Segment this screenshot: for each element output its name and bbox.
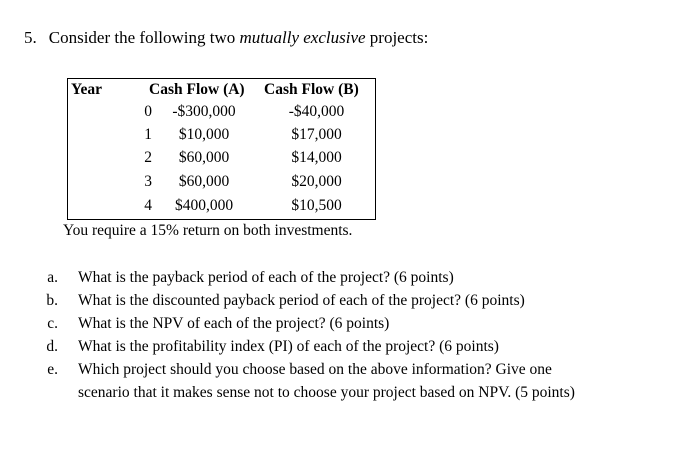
header-cash-flow-a: Cash Flow (A) (149, 81, 245, 98)
question-text-end: projects: (369, 28, 429, 47)
part-text: What is the payback period of each of the project? (6 points) (78, 269, 454, 286)
cash-flow-b-cell: $14,000 (291, 149, 342, 166)
cash-flow-b-cell: -$40,000 (288, 103, 345, 120)
cash-flow-b-cell: $10,500 (291, 197, 342, 214)
cash-flow-a-cell: $60,000 (178, 173, 230, 190)
question-part-d (44, 335, 575, 358)
header-year: Year (71, 81, 102, 98)
required-return-note: You require a 15% return on both investments. (63, 222, 353, 239)
question-number: 5. (24, 28, 37, 47)
year-cell: 3 (144, 173, 152, 190)
table-row (68, 124, 375, 146)
table-header-row (68, 79, 375, 101)
question-part-e (44, 358, 575, 404)
question-heading (24, 28, 428, 48)
cash-flow-table (67, 78, 376, 220)
year-cell: 0 (144, 103, 152, 120)
part-text: What is the discounted payback period of each of the project? (6 points) (78, 292, 525, 309)
header-cash-flow-b: Cash Flow (B) (264, 81, 359, 98)
question-text-emphasis: mutually exclusive (239, 28, 366, 47)
year-cell: 4 (144, 197, 152, 214)
question-text-start: Consider the following two (48, 28, 236, 47)
cash-flow-b-cell: $17,000 (291, 126, 342, 143)
part-letter: a. (47, 269, 58, 286)
part-text-line-1: Which project should you choose based on the above information? Give one (78, 361, 552, 378)
part-text: What is the NPV of each of the project? (6 points) (78, 315, 390, 332)
table-row (68, 147, 375, 169)
question-parts-list (44, 266, 575, 404)
question-part-a (44, 266, 575, 289)
cash-flow-b-cell: $20,000 (291, 173, 342, 190)
part-text-line-2: scenario that it makes sense not to choose your project based on NPV. (5 points) (78, 384, 575, 401)
year-cell: 2 (144, 149, 152, 166)
part-text: What is the profitability index (PI) of each of the project? (6 points) (78, 338, 499, 355)
cash-flow-a-cell: -$300,000 (172, 103, 236, 120)
cash-flow-a-cell: $10,000 (178, 126, 230, 143)
part-letter: b. (46, 292, 58, 309)
table-row (68, 171, 375, 193)
question-part-b (44, 289, 575, 312)
table-row (68, 101, 375, 123)
part-letter: c. (47, 315, 58, 332)
question-part-c (44, 312, 575, 335)
cash-flow-a-cell: $60,000 (178, 149, 230, 166)
cash-flow-a-cell: $400,000 (174, 197, 234, 214)
table-row (68, 195, 375, 217)
year-cell: 1 (144, 126, 152, 143)
part-letter: e. (47, 361, 58, 378)
part-letter: d. (46, 338, 58, 355)
